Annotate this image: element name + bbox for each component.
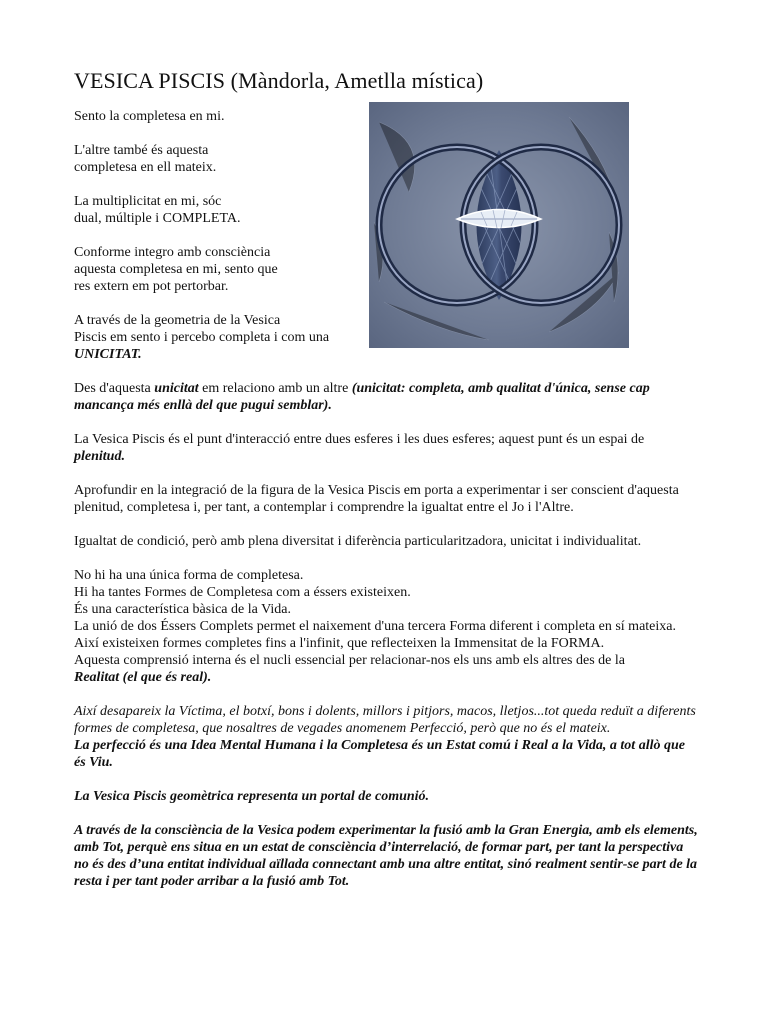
text-run-emphasis: (unicitat: completa, amb qualitat d'única, sense cap mancança més enllà del que pugui semblar). — [74, 381, 650, 413]
intro-section — [74, 108, 698, 363]
vesica-piscis-image — [369, 102, 629, 348]
text-line: Aquesta comprensió interna és el nucli essencial per relacionar-nos els uns amb els altres des de la — [74, 653, 625, 668]
intro-line: res extern em pot pertorbar. — [74, 279, 229, 294]
text-line: No hi ha una única forma de completesa. — [74, 568, 304, 583]
paragraph-fusio: A través de la consciència de la Vesica podem experimentar la fusió amb la Gran Energia, amb els elements, amb Tot, perquè ens situa en un estat de consciència d’interrelació, de formar part, per tant la perspectiva no és des d’una entitat individual aïllada connectant amb una altre entitat, sinó realment sentir-se part de la resta i per tant poder arribar a la fusió amb Tot. — [74, 823, 698, 889]
intro-paragraph-2 — [74, 142, 364, 176]
intro-line: completesa en ell mateix. — [74, 160, 217, 175]
text-run-emphasis: plenitud. — [74, 449, 125, 464]
unicitat-emphasis: UNICITAT. — [74, 347, 142, 362]
text-line-emphasis: Realitat (el que és real). — [74, 670, 212, 685]
paragraph-portal: La Vesica Piscis geomètrica representa un portal de comunió. — [74, 789, 430, 804]
intro-paragraph-4 — [74, 244, 364, 295]
text-line: La unió de dos Éssers Complets permet el naixement d'una tercera Forma diferent i completa en sí mateixa. — [74, 619, 676, 634]
paragraph-plenitud — [74, 431, 698, 465]
intro-text — [74, 108, 364, 363]
paragraph-igualtat: Igualtat de condició, però amb plena diversitat i diferència particularitzadora, unicitat i individualitat. — [74, 534, 642, 549]
paragraph-aprofundir: Aprofundir en la integració de la figura de la Vesica Piscis em porta a experimentar i ser conscient d'aquesta plenitud, completesa i, per tant, a contemplar i comprendre la igualtat entre el Jo i l'Altre. — [74, 483, 679, 515]
intro-line: Conforme integro amb consciència — [74, 245, 271, 260]
intro-paragraph-5 — [74, 312, 364, 363]
body-text — [74, 380, 698, 890]
intro-line: La multiplicitat en mi, sóc — [74, 194, 222, 209]
paragraph-perfeccio — [74, 703, 698, 771]
text-line: Hi ha tantes Formes de Completesa com a éssers existeixen. — [74, 585, 411, 600]
text-italic: Així desapareix la Víctima, el botxí, bons i dolents, millors i pitjors, macos, lletjos...tot queda reduït a diferents formes de completesa, que nosaltres de vegades anomenem Perfecció, però que no és el mateix. — [74, 704, 696, 736]
intro-paragraph-3 — [74, 193, 364, 227]
text-line: És una característica bàsica de la Vida. — [74, 602, 291, 617]
text-emphasis: La perfecció és una Idea Mental Humana i la Completesa és un Estat comú i Real a la Vida, a tot allò que és Viu. — [74, 738, 685, 770]
intro-line: Piscis em sento i percebo completa i com una — [74, 330, 330, 345]
text-run: em relaciono amb un altre — [198, 381, 352, 396]
intro-line: L'altre també és aquesta — [74, 143, 209, 158]
intro-line: aquesta completesa en mi, sento que — [74, 262, 278, 277]
paragraph-completesa — [74, 567, 698, 686]
text-line: Així existeixen formes completes fins a l'infinit, que reflecteixen la Immensitat de la FORMA. — [74, 636, 605, 651]
document-page — [74, 62, 698, 907]
page-title: VESICA PISCIS (Màndorla, Ametlla mística) — [74, 68, 484, 93]
text-run: La Vesica Piscis és el punt d'interacció entre dues esferes i les dues esferes; aquest punt és un espai de — [74, 432, 645, 447]
text-run-emphasis: unicitat — [154, 381, 199, 396]
intro-line: dual, múltiple i COMPLETA. — [74, 211, 241, 226]
paragraph-unicitat — [74, 380, 698, 414]
intro-paragraph-1: Sento la completesa en mi. — [74, 109, 225, 124]
intro-line: A través de la geometria de la Vesica — [74, 313, 281, 328]
text-run: Des d'aquesta — [74, 381, 155, 396]
